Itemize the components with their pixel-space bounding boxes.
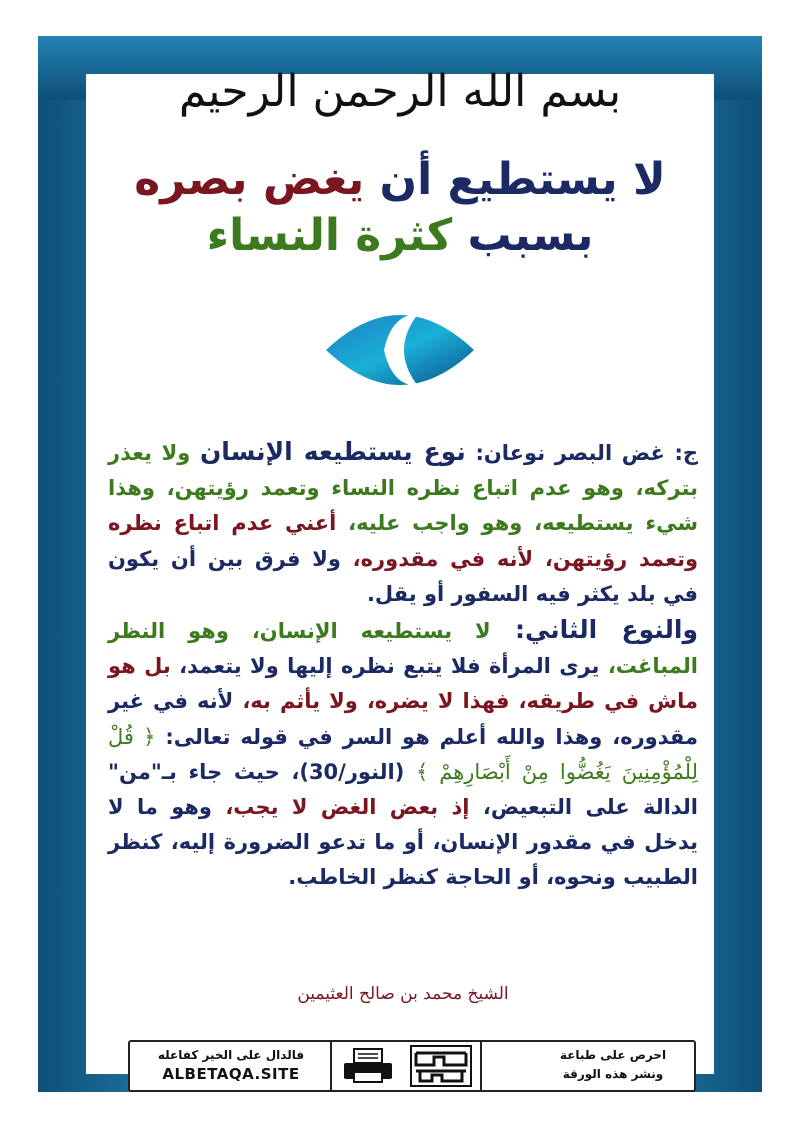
title-line-2 (86, 208, 714, 264)
paragraph-1 (108, 434, 698, 612)
quran-quote: ﴿ قُلْ لِلْمُؤْمِنِينَ يَغُضُّوا مِنْ أَبْصَارِهِمْ ﴾ (108, 724, 698, 784)
albetaqa-logo (410, 1045, 472, 1087)
title-line-1 (86, 152, 714, 208)
footer-right-line-2: ونشر هذه الورقة (562, 1067, 664, 1081)
text-run: إذ بعض الغض لا يجب، (225, 795, 470, 820)
title-word: يغض (262, 154, 365, 205)
title-word: بصره (134, 154, 263, 205)
content-panel (86, 66, 714, 1074)
text-run: أعني عدم اتباع نظره وتعمد رؤيتهن، لأنه في مقدوره، (108, 511, 699, 571)
title-word: بسبب (467, 210, 594, 261)
text-run: بل هو ماش في طريقه، فهذا لا يضره، ولا يأثم به، (108, 654, 698, 714)
text-run: والنوع الثاني: (490, 615, 698, 645)
signature: الشيخ محمد بن صالح العثيمين (297, 984, 509, 1004)
text-run: لأنه في غير مقدوره، وهذا والله أعلم هو السر في قوله تعالى: (108, 689, 698, 749)
footer-left (136, 1046, 326, 1086)
text-run: يرى المرأة فلا يتبع نظره إليها ولا يتعمد، (170, 654, 608, 679)
title-word: أن (364, 154, 448, 205)
title-word: كثرة النساء (206, 210, 468, 261)
text-run: وهو ما لا يدخل في مقدور الإنسان، أو ما تدعو الضرورة إليه، كنظر الطبيب ونحوه، أو الحاجة كنظر الخاطب. (108, 795, 698, 890)
footer-right-line-1: احرص على طباعة (559, 1048, 667, 1062)
eye-icon (322, 302, 478, 398)
text-run: ولا يعذر بتركه، وهو عدم اتباع نظره النساء وتعمد رؤيتهن، وهذا شيء يستطيعه، وهو واجب عليه، (108, 441, 698, 536)
footer-divider (480, 1042, 482, 1090)
footer-slogan: فالدال على الخير كفاعله (157, 1048, 305, 1062)
text-run: ولا فرق بين أن يكون في بلد يكثر فيه السفور أو يقل. (108, 546, 698, 606)
text-run: نوع يستطيعه الإنسان (199, 437, 466, 466)
text-run: ج: غض البصر نوعان: (465, 441, 698, 465)
text-run: لا يستطيعه الإنسان، وهو النظر المباغت، (108, 619, 699, 679)
printer-icon (342, 1048, 394, 1084)
footer-bar (128, 1040, 696, 1092)
basmala: بسم الله الرحمن الرحيم (178, 66, 622, 117)
answer-text (108, 434, 698, 896)
footer-site[interactable]: ALBETAQA.SITE (162, 1065, 300, 1083)
text-run: حيث جاء بـ"من" الدالة على التبعيض، (108, 759, 698, 820)
text-run: (النور/30)، (279, 759, 416, 784)
footer-divider (330, 1042, 332, 1090)
paragraph-2 (108, 612, 698, 896)
footer-right (538, 1046, 688, 1086)
title-word: لا يستطيع (447, 154, 666, 205)
